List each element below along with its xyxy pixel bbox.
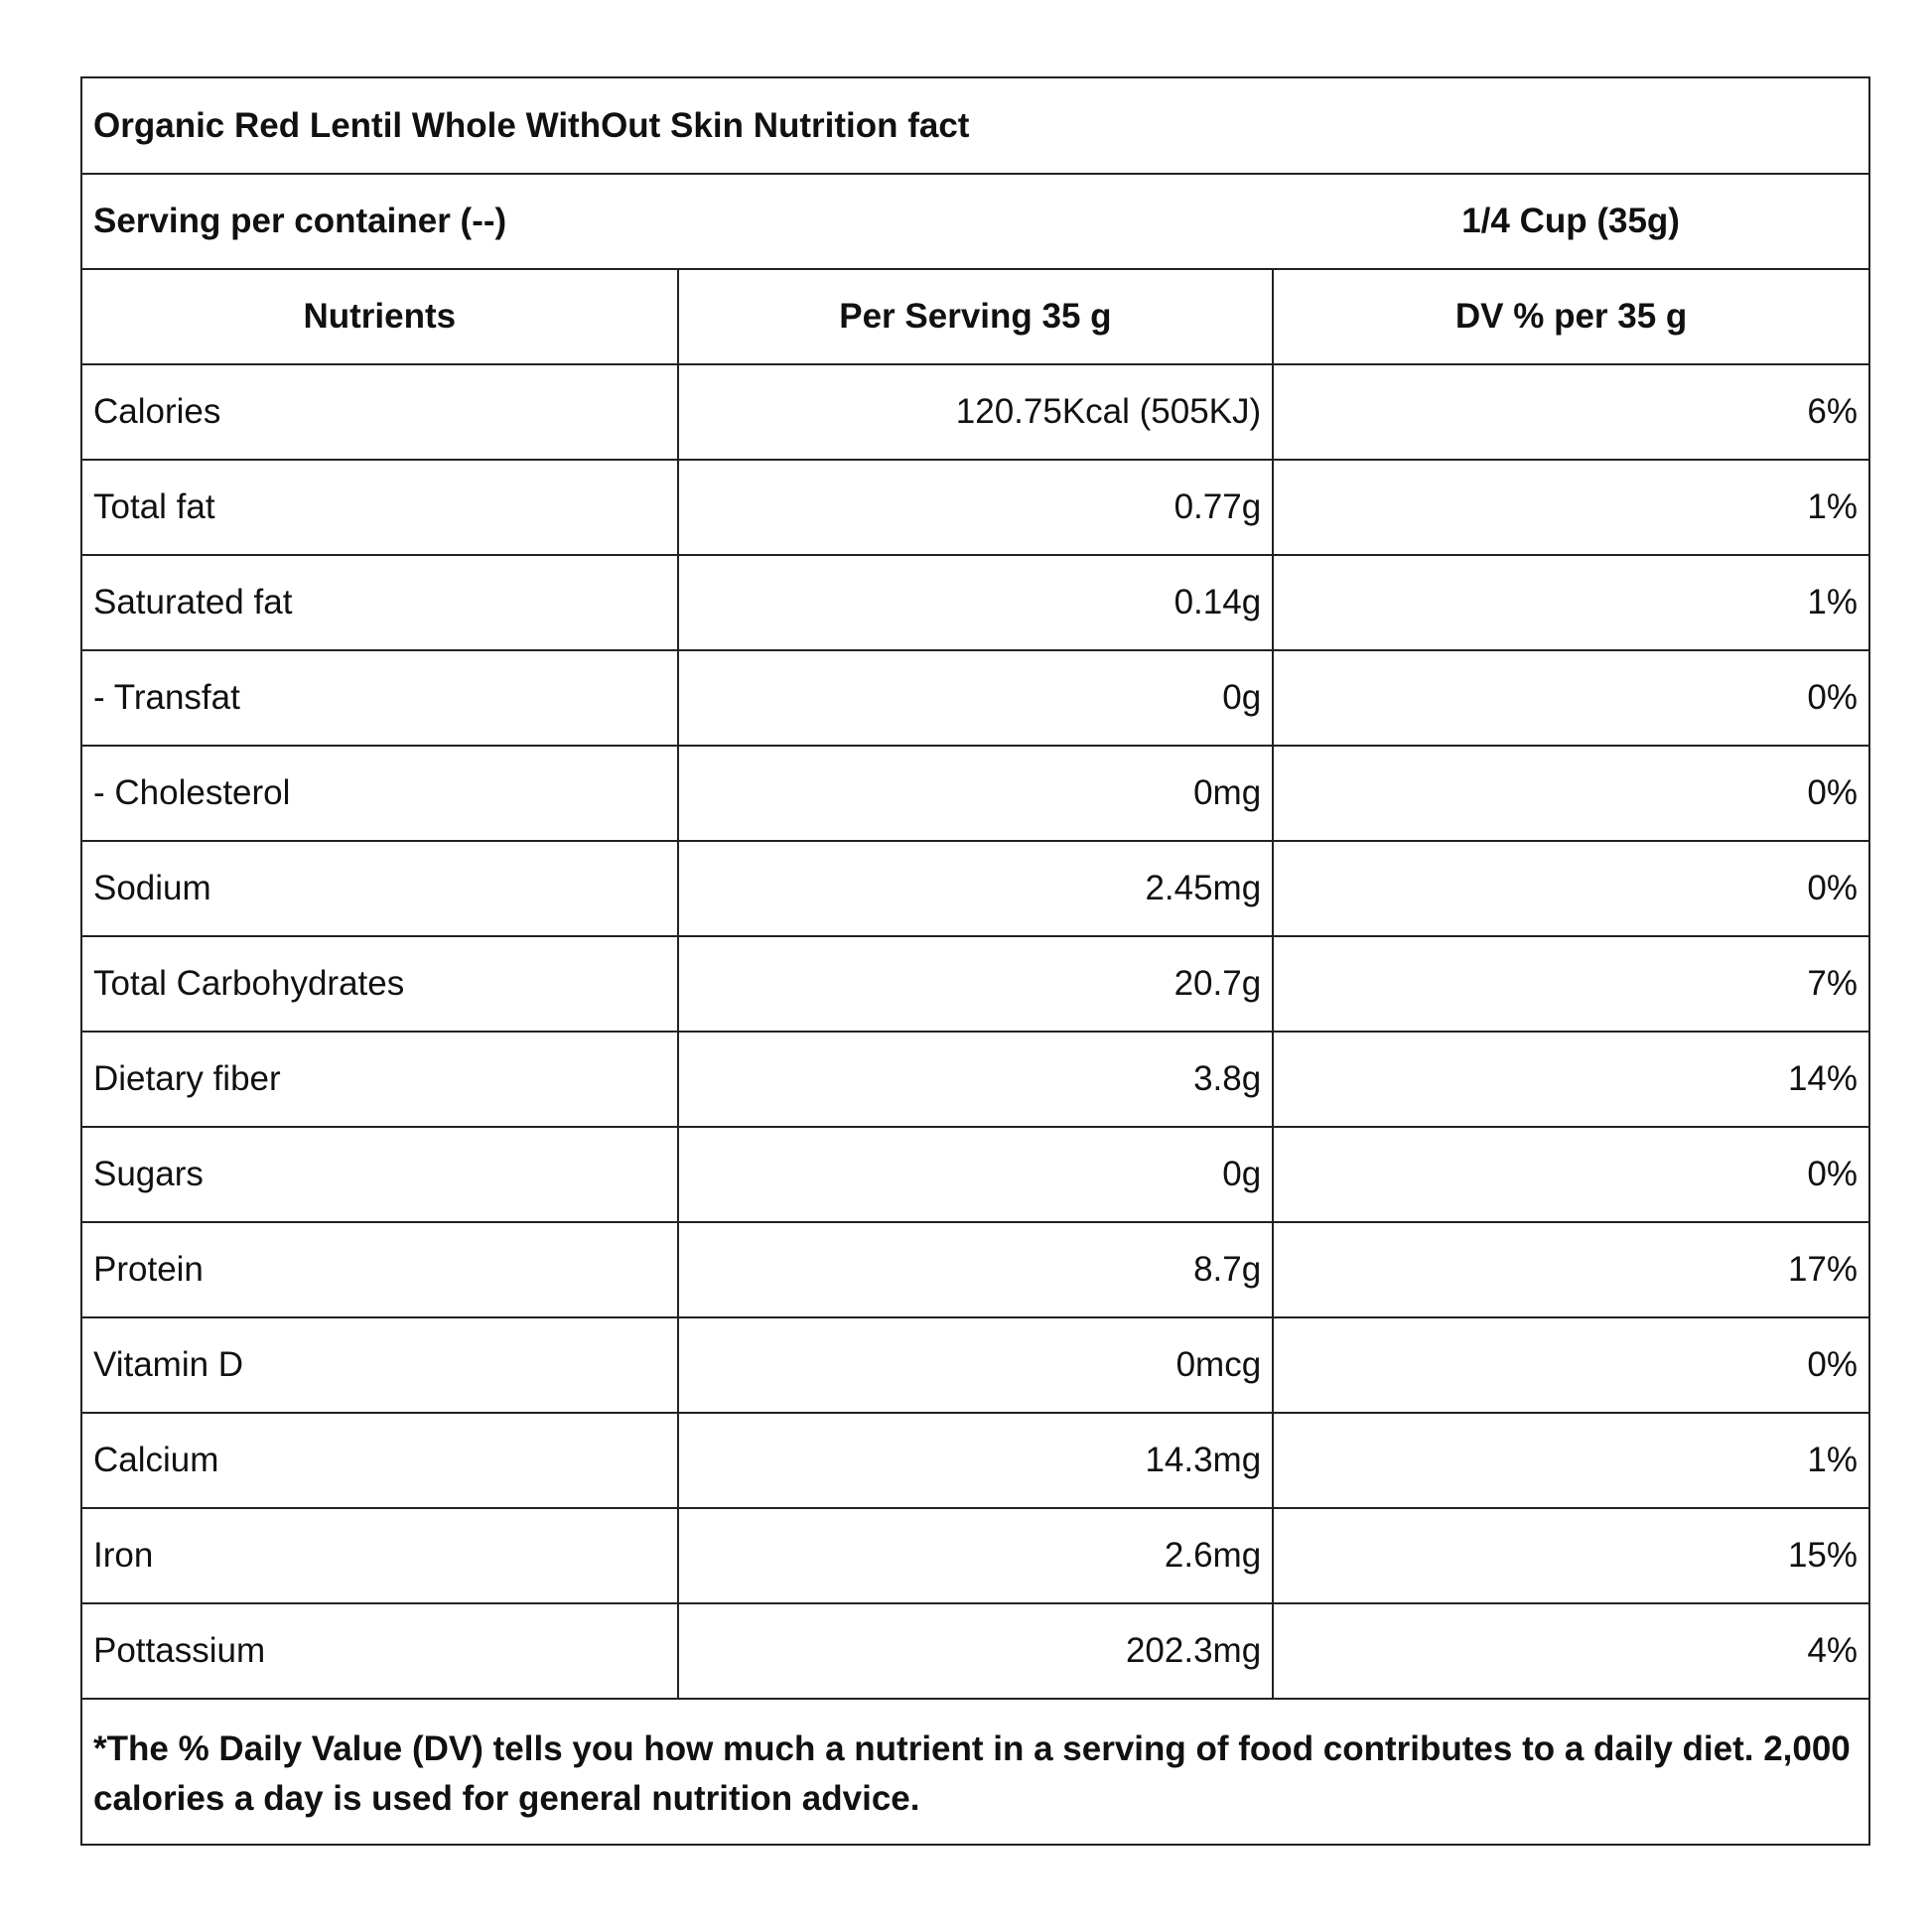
nutrient-amount: 120.75Kcal (505KJ): [678, 364, 1274, 460]
nutrient-dv: 4%: [1273, 1603, 1868, 1699]
table-row: [82, 1508, 1868, 1603]
table-row: [82, 1413, 1868, 1508]
nutrition-facts-panel: [80, 76, 1870, 1846]
nutrient-dv: 1%: [1273, 555, 1868, 650]
table-row: [82, 1032, 1868, 1127]
nutrient-dv: 1%: [1273, 1413, 1868, 1508]
footnote: *The % Daily Value (DV) tells you how much a nutrient in a serving of food contributes to a daily diet. 2,000 calories a day is used for general nutrition advice.: [93, 1728, 1851, 1818]
nutrient-dv: 0%: [1273, 1317, 1868, 1413]
table-row: [82, 1317, 1868, 1413]
nutrient-amount: 0mg: [678, 746, 1274, 841]
table-row: [82, 460, 1868, 555]
nutrient-amount: 0g: [678, 1127, 1274, 1222]
nutrient-name: Iron: [82, 1508, 678, 1603]
nutrient-name: Total fat: [82, 460, 678, 555]
header-per-serving: Per Serving 35 g: [678, 269, 1274, 364]
table-row: [82, 364, 1868, 460]
table-row: [82, 746, 1868, 841]
nutrient-name: Pottassium: [82, 1603, 678, 1699]
title-row: [82, 78, 1868, 174]
nutrient-dv: 6%: [1273, 364, 1868, 460]
table-row: [82, 1603, 1868, 1699]
header-dv: DV % per 35 g: [1273, 269, 1868, 364]
nutrient-dv: 0%: [1273, 650, 1868, 746]
nutrient-amount: 2.45mg: [678, 841, 1274, 936]
nutrient-amount: 20.7g: [678, 936, 1274, 1032]
nutrient-dv: 0%: [1273, 1127, 1868, 1222]
nutrient-amount: 8.7g: [678, 1222, 1274, 1317]
footnote-row: [82, 1699, 1868, 1844]
nutrition-table: [82, 78, 1868, 1844]
nutrient-dv: 0%: [1273, 746, 1868, 841]
nutrient-name: - Cholesterol: [82, 746, 678, 841]
nutrient-amount: 2.6mg: [678, 1508, 1274, 1603]
header-row: [82, 269, 1868, 364]
table-row: [82, 555, 1868, 650]
table-title: Organic Red Lentil Whole WithOut Skin Nutrition fact: [82, 78, 1868, 174]
serving-row: [82, 174, 1868, 269]
nutrient-dv: 1%: [1273, 460, 1868, 555]
nutrient-dv: 14%: [1273, 1032, 1868, 1127]
nutrient-amount: 0.77g: [678, 460, 1274, 555]
serving-size: 1/4 Cup (35g): [1273, 174, 1868, 269]
nutrient-name: - Transfat: [82, 650, 678, 746]
nutrient-amount: 0g: [678, 650, 1274, 746]
nutrient-name: Sodium: [82, 841, 678, 936]
table-row: [82, 936, 1868, 1032]
table-row: [82, 1127, 1868, 1222]
nutrient-amount: 3.8g: [678, 1032, 1274, 1127]
table-row: [82, 1222, 1868, 1317]
nutrient-rows: [82, 364, 1868, 1699]
header-nutrients: Nutrients: [82, 269, 678, 364]
nutrient-name: Sugars: [82, 1127, 678, 1222]
nutrient-dv: 17%: [1273, 1222, 1868, 1317]
nutrient-amount: 14.3mg: [678, 1413, 1274, 1508]
nutrient-name: Saturated fat: [82, 555, 678, 650]
nutrient-dv: 15%: [1273, 1508, 1868, 1603]
nutrient-name: Protein: [82, 1222, 678, 1317]
nutrient-amount: 202.3mg: [678, 1603, 1274, 1699]
nutrient-dv: 0%: [1273, 841, 1868, 936]
nutrient-name: Calcium: [82, 1413, 678, 1508]
nutrient-amount: 0.14g: [678, 555, 1274, 650]
nutrient-name: Dietary fiber: [82, 1032, 678, 1127]
nutrient-name: Vitamin D: [82, 1317, 678, 1413]
nutrient-name: Calories: [82, 364, 678, 460]
nutrient-amount: 0mcg: [678, 1317, 1274, 1413]
nutrient-dv: 7%: [1273, 936, 1868, 1032]
nutrient-name: Total Carbohydrates: [82, 936, 678, 1032]
servings-per-container: Serving per container (--): [82, 174, 1273, 269]
table-row: [82, 841, 1868, 936]
table-row: [82, 650, 1868, 746]
